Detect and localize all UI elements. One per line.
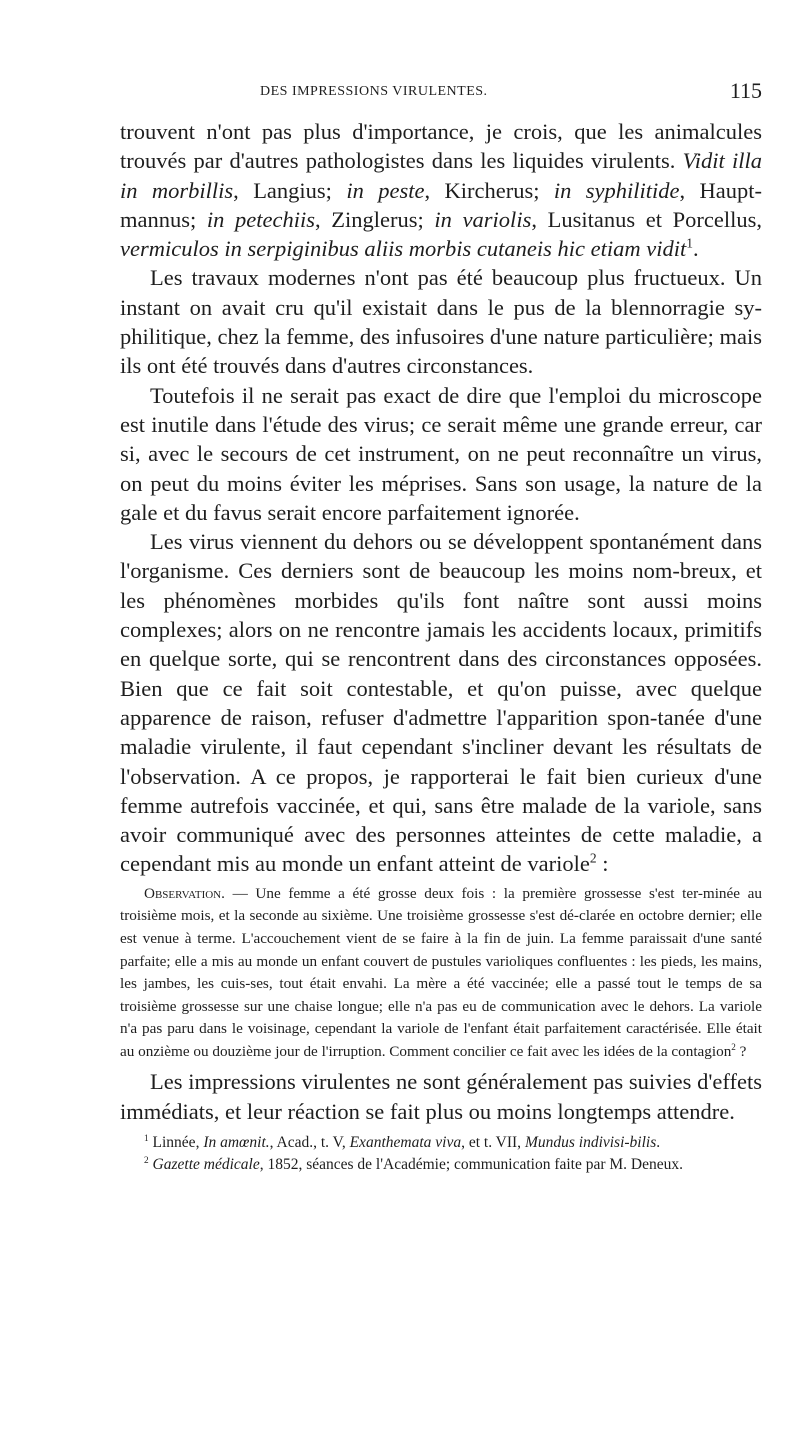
p4-tail: : bbox=[596, 851, 609, 877]
footnote-1-number: 1 bbox=[144, 1133, 149, 1144]
p1-text-f: , Lusitanus et Porcellus, bbox=[531, 206, 762, 232]
p4-text: Les virus viennent du dehors ou se développent spontanément dans l'organisme. Ces derniers sont de beaucoup les moins nom-breux, et les phénomènes morbides qu'ils font naître sont aussi moins complexes; alors on ne rencontre jamais les accidents locaux, primitifs en quelque sorte, qui se rencontrent dans des circonstances opposées. Bien que ce fait soit contestable, et qu'on puisse, avec quelque apparence de raison, refuser d'admettre l'apparition spon-tanée d'une maladie virulente, il faut cependant s'incliner devant les résultats de l'observation. A ce propos, je rapporterai le fait bien curieux d'une femme autrefois vaccinée, et qui, sans être malade de la variole, sans avoir communiqué avec des personnes atteintes de cette maladie, a cependant mis au monde un enfant atteint de variole bbox=[120, 529, 762, 877]
footnote-1-text-b: , Acad., t. V, bbox=[269, 1134, 350, 1152]
paragraph-4 bbox=[120, 527, 762, 879]
p1-latin-5: in variolis bbox=[434, 206, 532, 232]
paragraph-2: Les travaux modernes n'ont pas été beaucoup plus fructueux. Un instant on avait cru qu'il existait dans le pus de la blennorragie sy-philitique, chez la femme, des infusoires d'une nature particulière; mais ils ont été trouvés dans d'autres circonstances. bbox=[120, 265, 762, 379]
footnote-2-number: 2 bbox=[144, 1155, 149, 1166]
p1-latin-6: vermiculos in serpiginibus aliis morbis cutaneis hic etiam vidit bbox=[120, 236, 687, 262]
observation-tail: ? bbox=[735, 1042, 747, 1060]
footnotes bbox=[120, 1132, 762, 1176]
paragraph-1 bbox=[120, 117, 762, 263]
p1-text-a: trouvent n'ont pas plus d'importance, je crois, que les animalcules trouvés par d'autres pathologistes dans les liquides virulents. bbox=[120, 119, 762, 174]
footnote-ref-1: 1 bbox=[686, 235, 693, 251]
paragraph-3: Toutefois il ne serait pas exact de dire que l'emploi du microscope est inutile dans l'étude des virus; ce serait même une grande erreur, car si, avec le secours de cet instrument, on ne peut reconnaître un virus, on peut du moins éviter les méprises. Sans son usage, la nature de la gale et du favus serait encore parfaitement ignorée. bbox=[120, 382, 762, 525]
running-title: DES IMPRESSIONS VIRULENTES. bbox=[260, 84, 488, 99]
page-number: 115 bbox=[729, 78, 762, 103]
p1-latin-1: Vidit illa in morbillis bbox=[120, 148, 762, 203]
p1-text-e: , Zinglerus; bbox=[315, 206, 435, 232]
footnote-1 bbox=[120, 1132, 762, 1154]
footnote-1-text-d: . bbox=[656, 1134, 661, 1152]
footnote-2-text: , 1852, séances de l'Académie; communication faite par M. Deneux. bbox=[259, 1156, 684, 1174]
observation-block bbox=[120, 883, 762, 1064]
running-head bbox=[120, 78, 762, 108]
p1-latin-4: in petechiis bbox=[206, 206, 316, 232]
paragraph-5: Les impressions virulentes ne sont généralement pas suivies d'effets immédiats, et leur réaction se fait plus ou moins longtemps attendre. bbox=[120, 1069, 762, 1124]
observation-text: — Une femme a été grosse deux fois : la première grossesse s'est ter-minée au troisième mois, et la seconde au sixième. Une troisième grossesse s'est dé-clarée en octobre dernier; elle est venue à terme. L'accouchement vient de se faire à la fin de juin. La femme paraissait d'une santé parfaite; elle a mis au monde un enfant couvert de pustules varioliques confluentes : les pieds, les mains, les jambes, les cuis-ses, tout était envahi. La mère a été vaccinée; elle a passé tout le temps de sa troisième grossesse sur une chaise longue; elle n'a pas eu de communication avec le dehors. La variole n'a pas paru dans le voisinage, cependant la variole de l'enfant était parfaitement caractérisée. Elle était au onzième ou douzième jour de l'irruption. Comment concilier ce fait avec les idées de la contagion bbox=[120, 884, 762, 1060]
p1-text-d: , Haupt-mannus; bbox=[120, 177, 762, 232]
footnote-1-text-c: , et t. VII, bbox=[461, 1134, 525, 1152]
observation-label: Observation. bbox=[144, 884, 225, 902]
p1-text-c: , Kircherus; bbox=[424, 177, 554, 203]
footnote-ref-2: 2 bbox=[589, 850, 597, 866]
body-text bbox=[120, 117, 762, 1176]
footnote-1-title-2: Exanthemata viva bbox=[349, 1134, 462, 1152]
footnote-1-text-a: Linnée, bbox=[148, 1134, 204, 1152]
footnote-1-title-3: Mundus indivisi-bilis bbox=[524, 1134, 657, 1152]
p1-latin-3: in syphilitide bbox=[553, 177, 680, 203]
p1-latin-2: in peste bbox=[346, 177, 425, 203]
footnote-2-title: Gazette médicale bbox=[152, 1156, 260, 1174]
footnote-ref-2b: 2 bbox=[731, 1041, 736, 1052]
p1-text-g: . bbox=[692, 236, 699, 262]
p1-text-b: , Langius; bbox=[233, 177, 347, 203]
footnote-2 bbox=[120, 1154, 762, 1176]
footnote-1-title-1: In amœnit. bbox=[203, 1134, 270, 1152]
